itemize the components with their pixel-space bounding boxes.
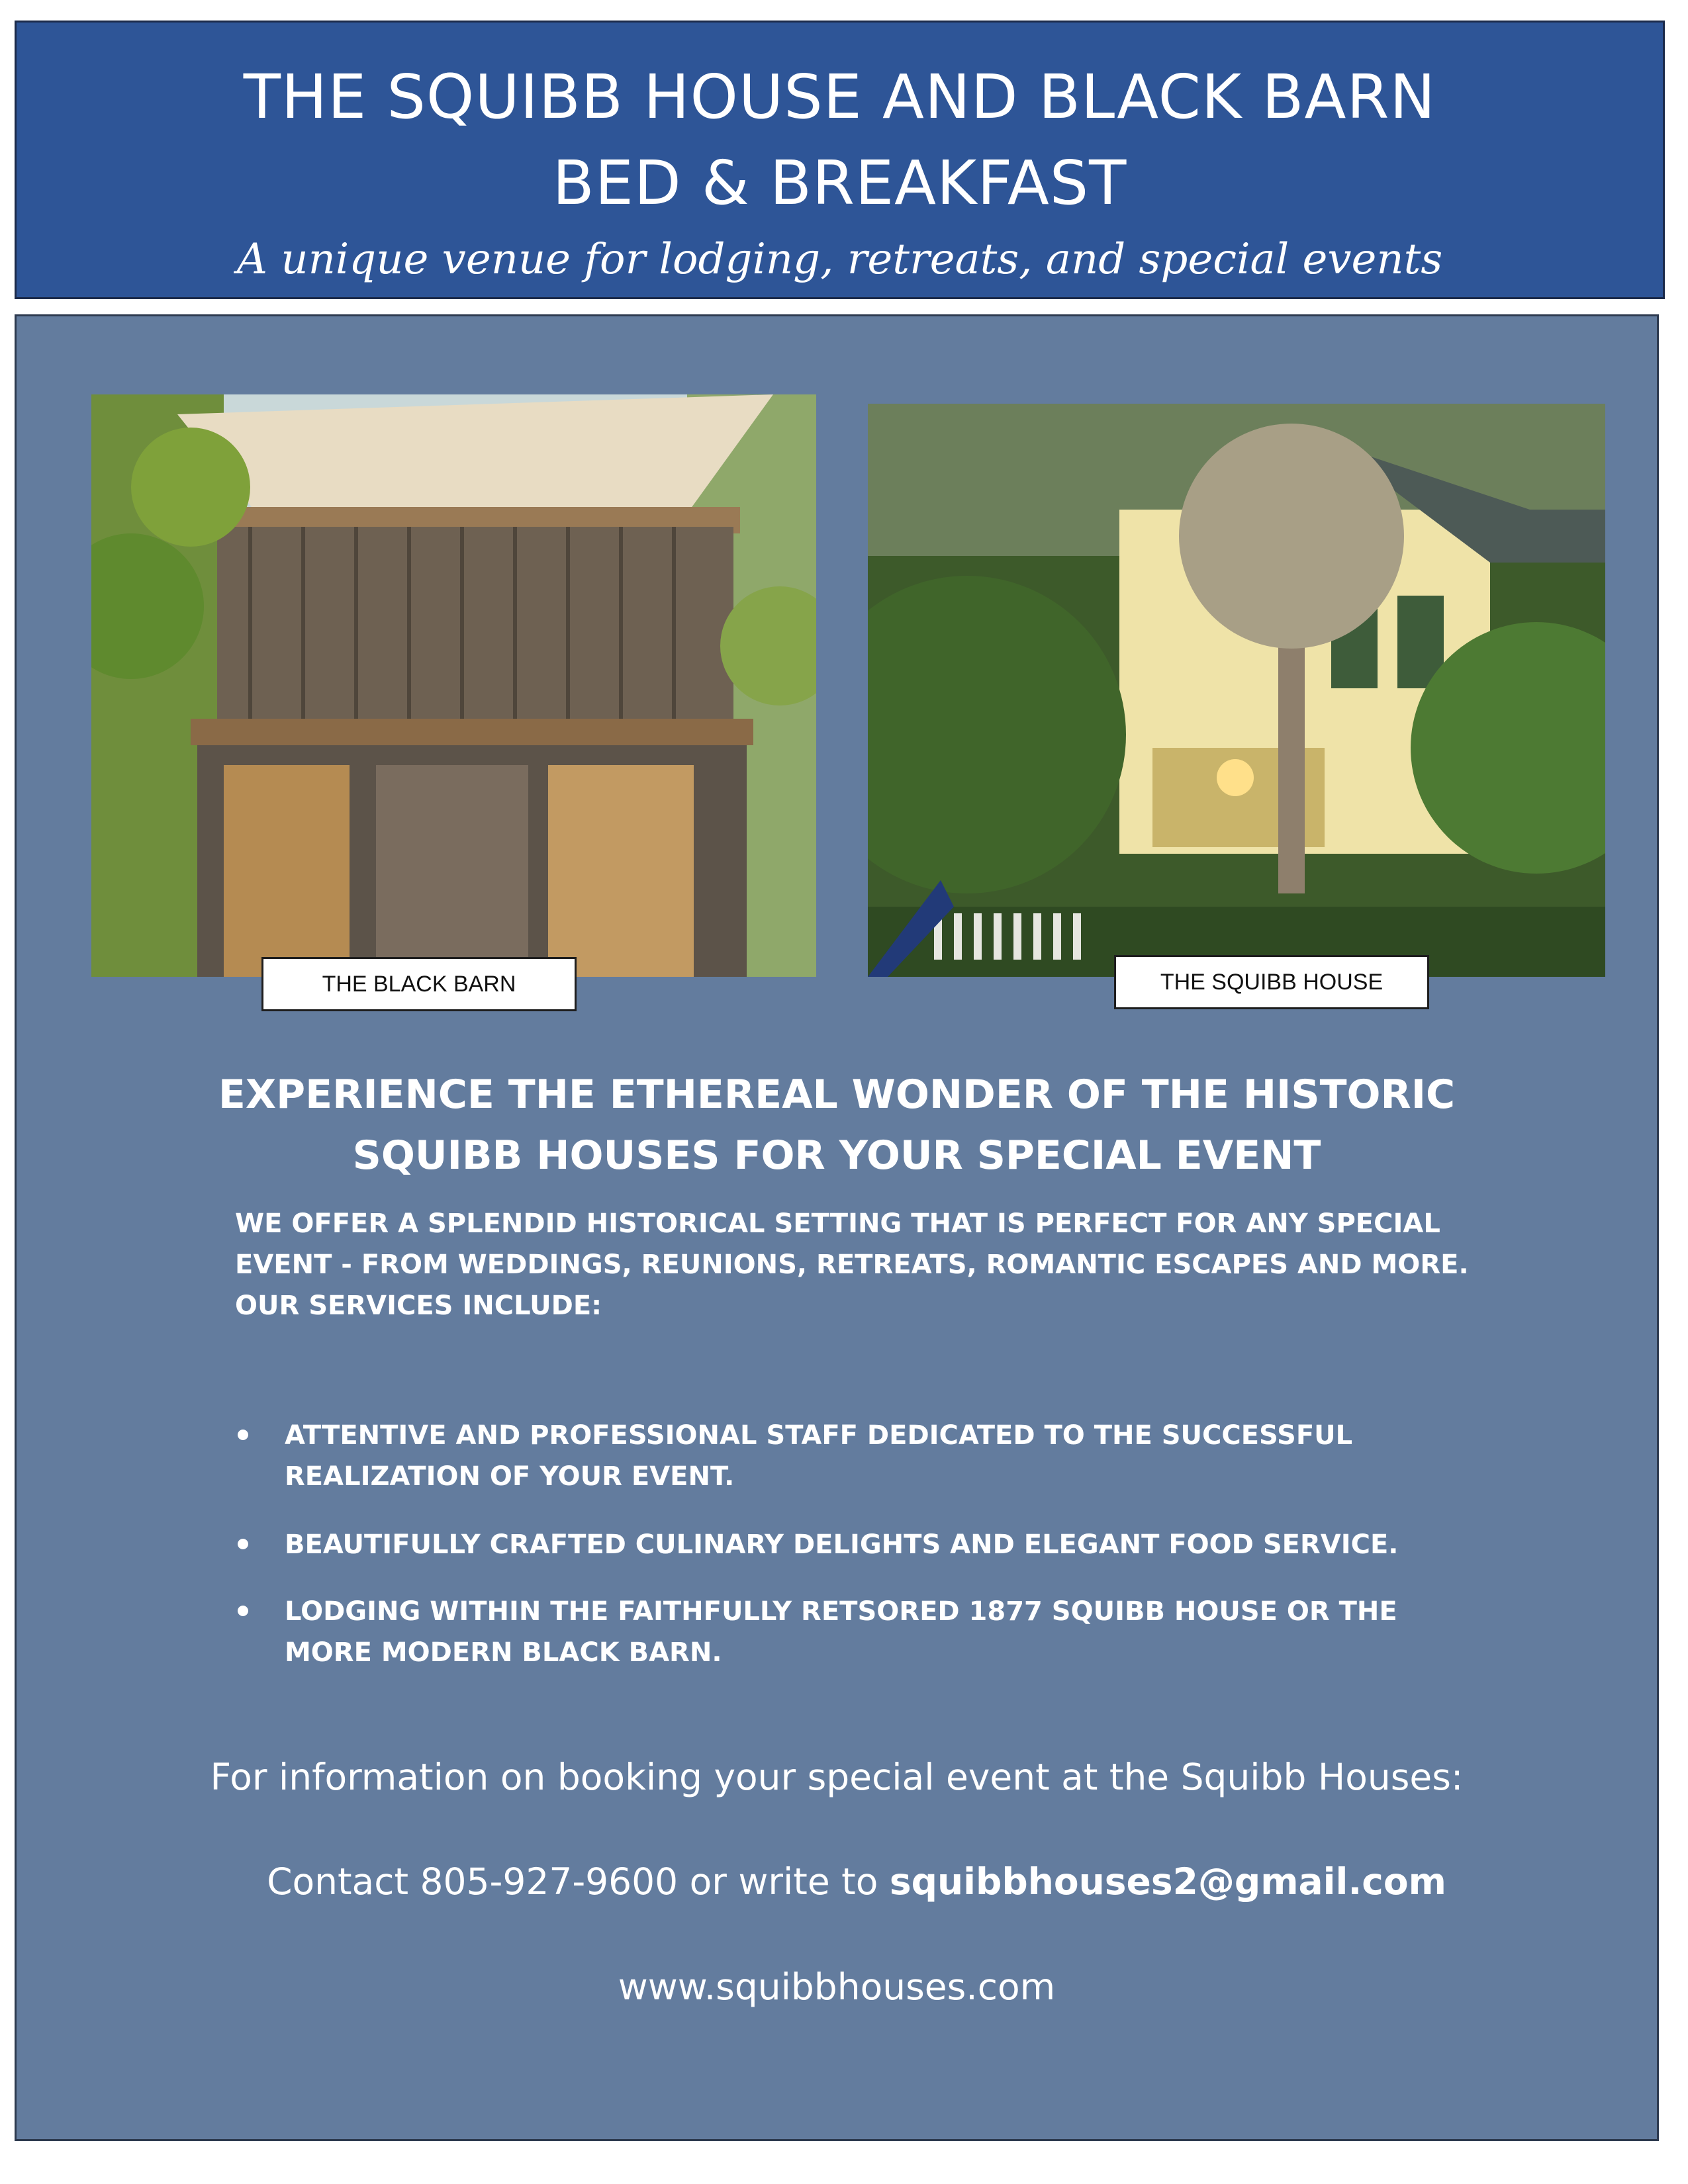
headline-line-2: SQUIBB HOUSES FOR YOUR SPECIAL EVENT <box>352 1132 1321 1179</box>
bullet-icon <box>238 1606 248 1616</box>
content-panel <box>15 314 1659 2141</box>
title-line-2: BED & BREAKFAST <box>552 148 1127 218</box>
title-line-1: THE SQUIBB HOUSE AND BLACK BARN <box>243 62 1436 132</box>
black-barn-caption: THE BLACK BARN <box>261 957 577 1011</box>
email-link[interactable]: squibbhouses2@gmail.com <box>889 1860 1446 1903</box>
bullet-icon <box>238 1539 248 1549</box>
black-barn-photo <box>91 394 816 977</box>
website-link[interactable]: www.squibbhouses.com <box>618 1966 1056 2008</box>
service-item <box>235 1524 1493 1565</box>
squibb-house-caption: THE SQUIBB HOUSE <box>1114 955 1429 1009</box>
contact-phone-text: Contact 805-927-9600 or write to <box>267 1860 890 1903</box>
booking-info: For information on booking your special event at the Squibb Houses: <box>210 1756 1464 1798</box>
service-item <box>235 1591 1493 1673</box>
service-text: BEAUTIFULLY CRAFTED CULINARY DELIGHTS AND ELEGANT FOOD SERVICE. <box>285 1529 1399 1560</box>
service-item <box>235 1415 1493 1497</box>
service-text: ATTENTIVE AND PROFESSIONAL STAFF DEDICATED TO THE SUCCESSFUL REALIZATION OF YOUR EVENT. <box>285 1420 1353 1492</box>
headline-line-1: EXPERIENCE THE ETHEREAL WONDER OF THE HISTORIC <box>218 1071 1456 1118</box>
header-banner <box>15 21 1665 299</box>
contact-line <box>36 1855 1677 1908</box>
tagline: A unique venue for lodging, retreats, and special events <box>236 235 1443 284</box>
intro-paragraph: WE OFFER A SPLENDID HISTORICAL SETTING THAT IS PERFECT FOR ANY SPECIAL EVENT - FROM WEDDINGS, REUNIONS, RETREATS, ROMANTIC ESCAPES AND MORE. OUR SERVICES INCLUDE: <box>235 1208 1469 1321</box>
squibb-house-photo <box>868 404 1605 977</box>
service-text: LODGING WITHIN THE FAITHFULLY RETSORED 1877 SQUIBB HOUSE OR THE MORE MODERN BLACK BARN. <box>285 1596 1397 1668</box>
bullet-icon <box>238 1430 248 1440</box>
